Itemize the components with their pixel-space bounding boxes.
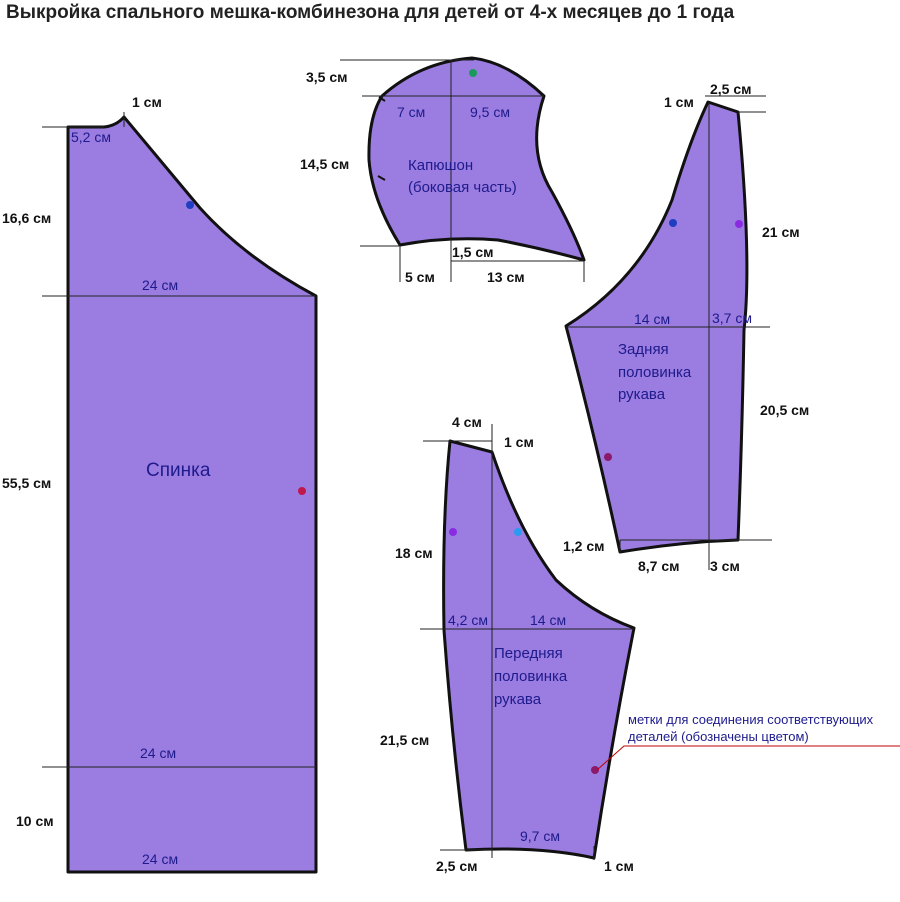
hood-dim-5: 5 см [405,269,435,285]
sleeve-back-dim-1-2: 1,2 см [563,538,605,554]
back-width-bottom: 24 см [142,851,179,867]
note-pointer-line [597,746,900,770]
back-width-mid: 24 см [140,745,177,761]
sleeve-front-name-1: Передняя [494,645,563,662]
sleeve-front-dim-1-bottom: 1 см [604,858,634,874]
back-width-top: 24 см [142,277,179,293]
hood-name-1: Капюшон [408,157,474,174]
hood-dim-14-5: 14,5 см [300,156,350,172]
back-piece-shape [68,117,316,872]
sleeve-front-dim-2-5: 2,5 см [436,858,478,874]
sleeve-front-dim-1-top: 1 см [504,434,534,450]
back-name: Спинка [146,460,211,481]
sleeve-back-piece [563,81,809,574]
sleeve-back-dim-2-5: 2,5 см [710,81,752,97]
back-mark-red [298,487,306,495]
sleeve-front-dim-4-2: 4,2 см [448,612,488,628]
sleeve-back-dim-8-7: 8,7 см [638,558,680,574]
sleeve-front-dim-18: 18 см [395,545,433,561]
back-piece [2,94,316,872]
hood-dim-9-5: 9,5 см [470,104,510,120]
sleeve-front-mark-lightblue [514,528,522,536]
hood-dim-3-5: 3,5 см [306,69,348,85]
hood-dim-13: 13 см [487,269,525,285]
sleeve-front-mark-magenta [591,766,599,774]
sleeve-back-dim-3-7: 3,7 см [712,310,752,326]
sleeve-front-dim-21-5: 21,5 см [380,732,430,748]
sleeve-back-name-1: Задняя [618,341,669,358]
back-mark-blue [186,201,194,209]
note-line-1: метки для соединения соответствующих [628,712,874,727]
hood-mark-green [469,69,477,77]
back-dim-1: 1 см [132,94,162,110]
sleeve-back-dim-1: 1 см [664,94,694,110]
sleeve-front-dim-9-7: 9,7 см [520,828,560,844]
sleeve-back-dim-20-5: 20,5 см [760,402,810,418]
hood-dim-1-5: 1,5 см [452,244,494,260]
sleeve-back-dim-21: 21 см [762,224,800,240]
page-title: Выкройка спального мешка-комбинезона для детей от 4-х месяцев до 1 года [6,2,735,23]
hood-dim-7: 7 см [397,104,426,120]
sleeve-front-dim-4: 4 см [452,414,482,430]
sleeve-back-mark-magenta [604,453,612,461]
back-dim-5-2: 5,2 см [71,129,111,145]
sleeve-back-dim-14: 14 см [634,311,671,327]
sleeve-front-dim-14: 14 см [530,612,567,628]
sleeve-back-mark-purple [735,220,743,228]
back-dim-10: 10 см [16,813,54,829]
sleeve-front-mark-purple [449,528,457,536]
hood-name-2: (боковая часть) [408,179,517,196]
sleeve-back-name-2: половинка [618,364,692,381]
hood-piece [300,58,584,285]
back-dim-55-5: 55,5 см [2,475,52,491]
note-line-2: деталей (обозначены цветом) [628,729,809,744]
sleeve-back-name-3: рукава [618,386,666,403]
sleeve-front-piece [380,414,634,874]
back-dim-16-6: 16,6 см [2,210,52,226]
sleeve-back-dim-3: 3 см [710,558,740,574]
sleeve-back-mark-blue [669,219,677,227]
sleeve-front-name-3: рукава [494,691,542,708]
marks-note [597,712,900,770]
hood-piece-shape [369,58,584,260]
sleeve-front-name-2: половинка [494,668,568,685]
